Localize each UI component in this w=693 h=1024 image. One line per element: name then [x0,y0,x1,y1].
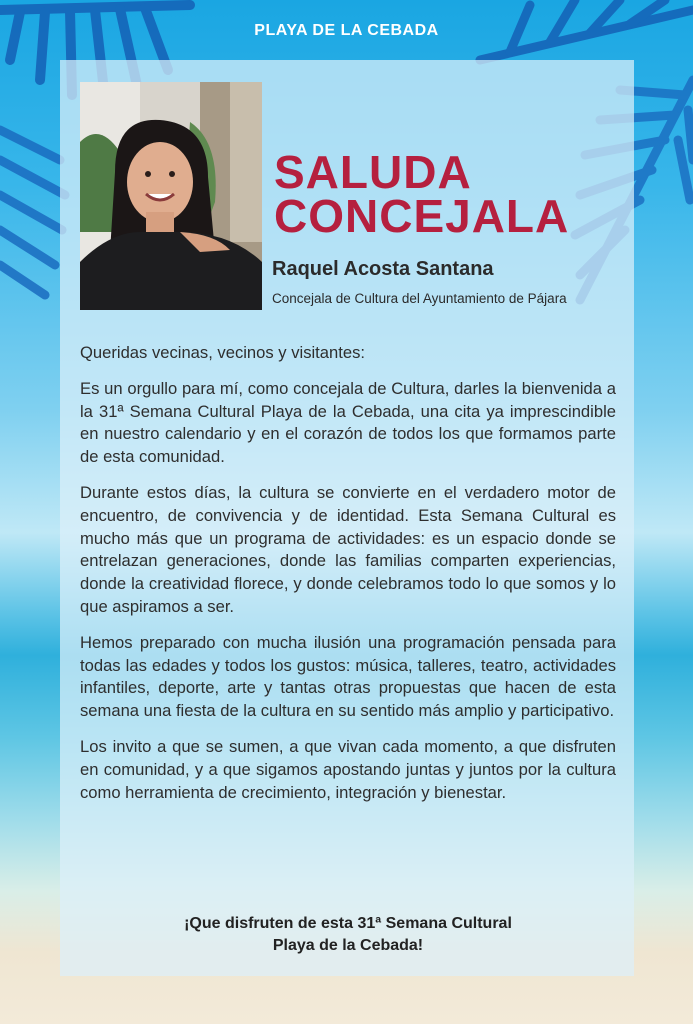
letter-paragraph: Los invito a que se sumen, a que vivan cada momento, a que disfruten en comunidad, y a que sigamos apostando juntas y juntos por la cultura como herramienta de crecimiento, integración y bienestar. [80,736,616,802]
page-header-title: PLAYA DE LA CEBADA [254,22,439,39]
headline-line-2: CONCEJALA [274,190,570,242]
headline-line-1: SALUDA [274,146,472,198]
letter-paragraph: Es un orgullo para mí, como concejala de Cultura, darles la bienvenida a la 31ª Semana Cultural Playa de la Cebada, una cita ya imprescindible en nuestro calendario y en el corazón de todos los que formamos parte de esta comunidad. [80,378,616,467]
letter-greeting: Queridas vecinas, vecinos y visitantes: [80,343,365,362]
closing-line-1: ¡Que disfruten de esta 31ª Semana Cultural [184,915,512,932]
letter-paragraph: Durante estos días, la cultura se convierte en el verdadero motor de encuentro, de convivencia y de identidad. Esta Semana Cultural es mucho más que un programa de actividades: es un espacio donde se entrelazan generaciones, donde las familias comparten experiencias, donde la creatividad florece, y donde celebramos todo lo que somos y lo que aspiramos a ser. [80,482,616,616]
headline [274,146,570,242]
letter-body [80,342,616,817]
person-name: Raquel Acosta Santana [272,258,494,280]
closing-line-2: Playa de la Cebada! [272,937,424,954]
letter-paragraph: Hemos preparado con mucha ilusión una programación pensada para todas las edades y todos los gustos: música, talleres, teatro, actividades infantiles, deporte, arte y tantas otras propuestas que hacen de esta semana una fiesta de la cultura en su sentido más amplio y participativo. [80,632,616,721]
closing-message [80,913,616,957]
person-role: Concejala de Cultura del Ayuntamiento de Pájara [272,291,567,306]
portrait-photo [80,82,262,310]
